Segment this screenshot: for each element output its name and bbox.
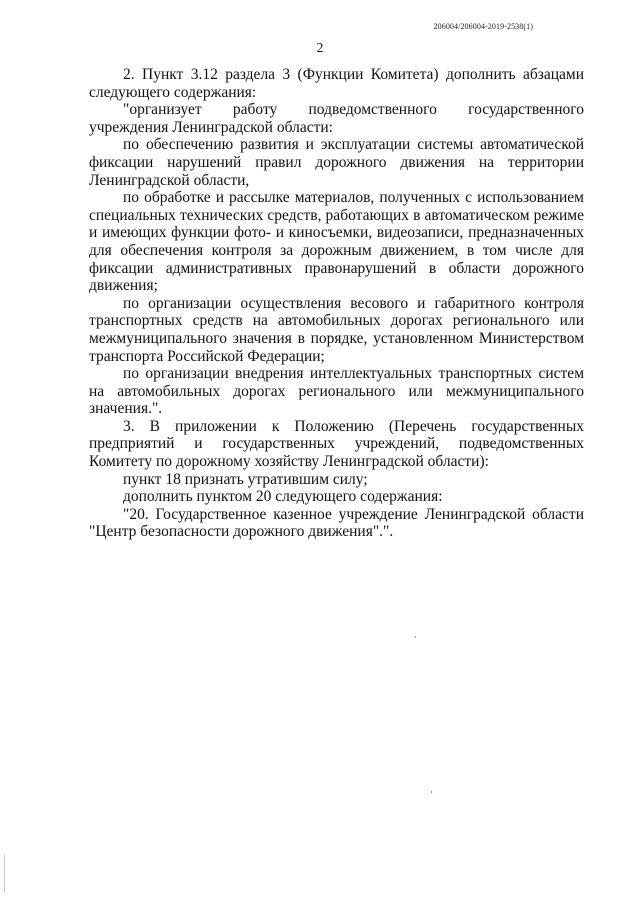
scan-speck (415, 636, 416, 638)
paragraph-point-20-text: "20. Государственное казенное учреждение Ленинградской области "Центр безопасности дорожного движения".". (89, 505, 584, 541)
paragraph-item-2: 2. Пункт 3.12 раздела 3 (Функции Комитета) дополнить абзацами следующего содержания: (89, 66, 584, 101)
paragraph-add-point-20: дополнить пунктом 20 следующего содержания: (123, 488, 443, 506)
paragraph-point-18: пункт 18 признать утратившим силу; (123, 470, 368, 488)
scan-speck (431, 791, 432, 793)
page-number: 2 (316, 40, 324, 55)
paragraph-materials-processing: по обработке и рассылке материалов, полученных с использованием специальных технических средств, работающих в автоматическом режиме и имеющих функции фото- и киносъемки, видеозаписи, предназначенных для обеспечения контроля за дорожным движением, в том числе для фиксации административных правонарушений в области дорожного движения; (89, 189, 584, 295)
paragraph-weight-control: по организации осуществления весового и габаритного контроля транспортных средств на автомобильных дорогах регионального или межмуниципального значения в порядке, установленном Министерством транспорта Российской Федерации; (89, 294, 584, 365)
paragraph-intelligent-systems: по организации внедрения интеллектуальных транспортных систем на автомобильных дорогах регионального или межмуниципального значения.". (89, 365, 584, 418)
scan-speck (4, 855, 5, 893)
document-body (89, 66, 584, 541)
paragraph-organizes-work: "организует работу подведомственного государственного учреждения Ленинградской области: (89, 101, 584, 136)
paragraph-item-3: 3. В приложении к Положению (Перечень государственных предприятий и государственных учреждений, подведомственных Комитету по дорожному хозяйству Ленинградской области): (89, 417, 584, 471)
paragraph-system-development: по обеспечению развития и эксплуатации системы автоматической фиксации нарушений правил дорожного движения на территории Ленинградской области, (89, 136, 584, 189)
document-id: 206004/206004-2019-2538(1) (433, 22, 533, 31)
